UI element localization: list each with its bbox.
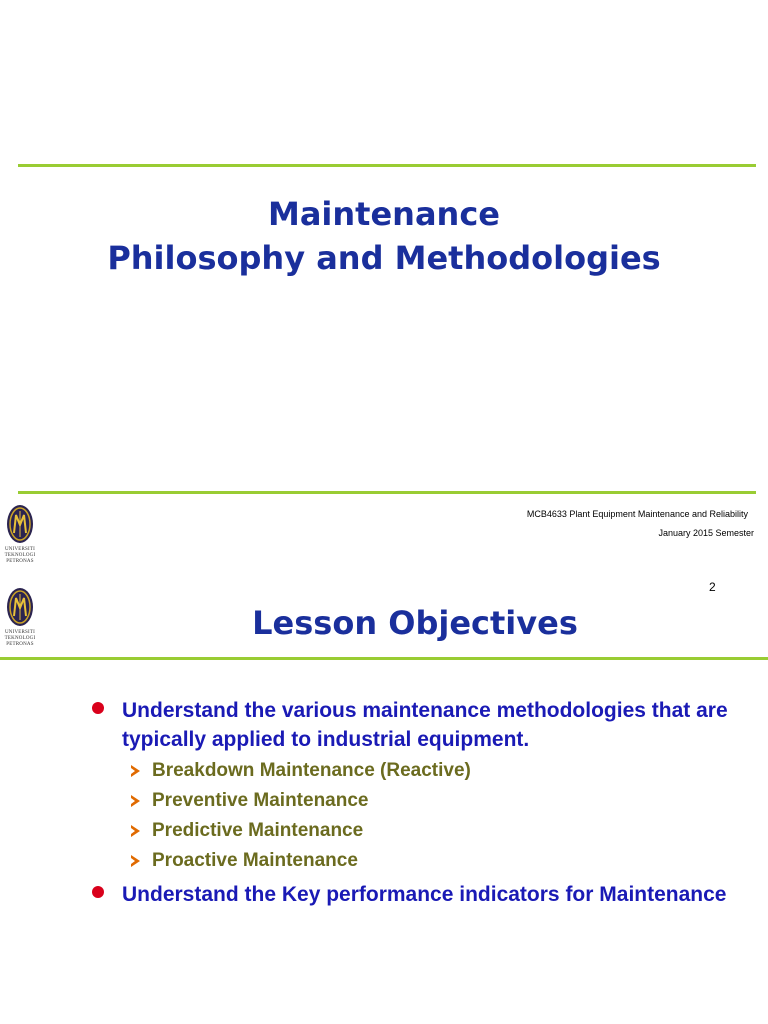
objectives-list: [92, 696, 752, 909]
sub-item-text: Predictive Maintenance: [152, 820, 364, 841]
sub-item-text: Breakdown Maintenance (Reactive): [152, 760, 471, 781]
sub-item-preventive: [92, 786, 752, 816]
slide2-title: Lesson Objectives: [252, 604, 578, 642]
slide1-title-line1: Maintenance: [267, 195, 500, 233]
sub-item-breakdown: [92, 756, 752, 786]
logo-text-line2: TEKNOLOGI: [4, 553, 36, 558]
bottom-rule: [18, 491, 756, 494]
slide1-title-line2: Philosophy and Methodologies: [107, 239, 661, 277]
university-logo: [4, 503, 36, 567]
logo-text-line3: PETRONAS: [6, 559, 34, 564]
page-number: 2: [709, 580, 716, 594]
sub-item-text: Proactive Maintenance: [152, 850, 358, 871]
slide1-title: [0, 192, 768, 280]
orange-arrow-icon: [131, 825, 140, 837]
logo-text-line1: UNIVERSITI: [4, 547, 36, 552]
orange-arrow-icon: [131, 795, 140, 807]
logo-text-line2: TEKNOLOGI: [4, 636, 36, 641]
logo-text-line3: PETRONAS: [6, 642, 34, 647]
orange-arrow-icon: [131, 855, 140, 867]
footer-semester: January 2015 Semester: [658, 528, 754, 538]
sub-item-text: Preventive Maintenance: [152, 790, 369, 811]
red-dot-icon: [92, 886, 104, 898]
sub-item-predictive: [92, 816, 752, 846]
top-rule: [18, 164, 756, 167]
red-dot-icon: [92, 702, 104, 714]
methodology-sublist: [92, 756, 752, 876]
sub-item-proactive: [92, 846, 752, 876]
orange-arrow-icon: [131, 765, 140, 777]
utp-logo-icon: [4, 503, 36, 547]
logo-text-line1: UNIVERSITI: [4, 630, 36, 635]
objective-item-2: [92, 880, 752, 909]
slide2-rule: [0, 657, 768, 660]
footer-course: MCB4633 Plant Equipment Maintenance and Reliability: [526, 509, 748, 519]
objective-text-1: Understand the various maintenance methodologies that are typically applied to industrial equipment.: [122, 699, 728, 751]
objective-item-1: [92, 696, 752, 754]
objective-text-2: Understand the Key performance indicators for Maintenance: [122, 883, 727, 906]
